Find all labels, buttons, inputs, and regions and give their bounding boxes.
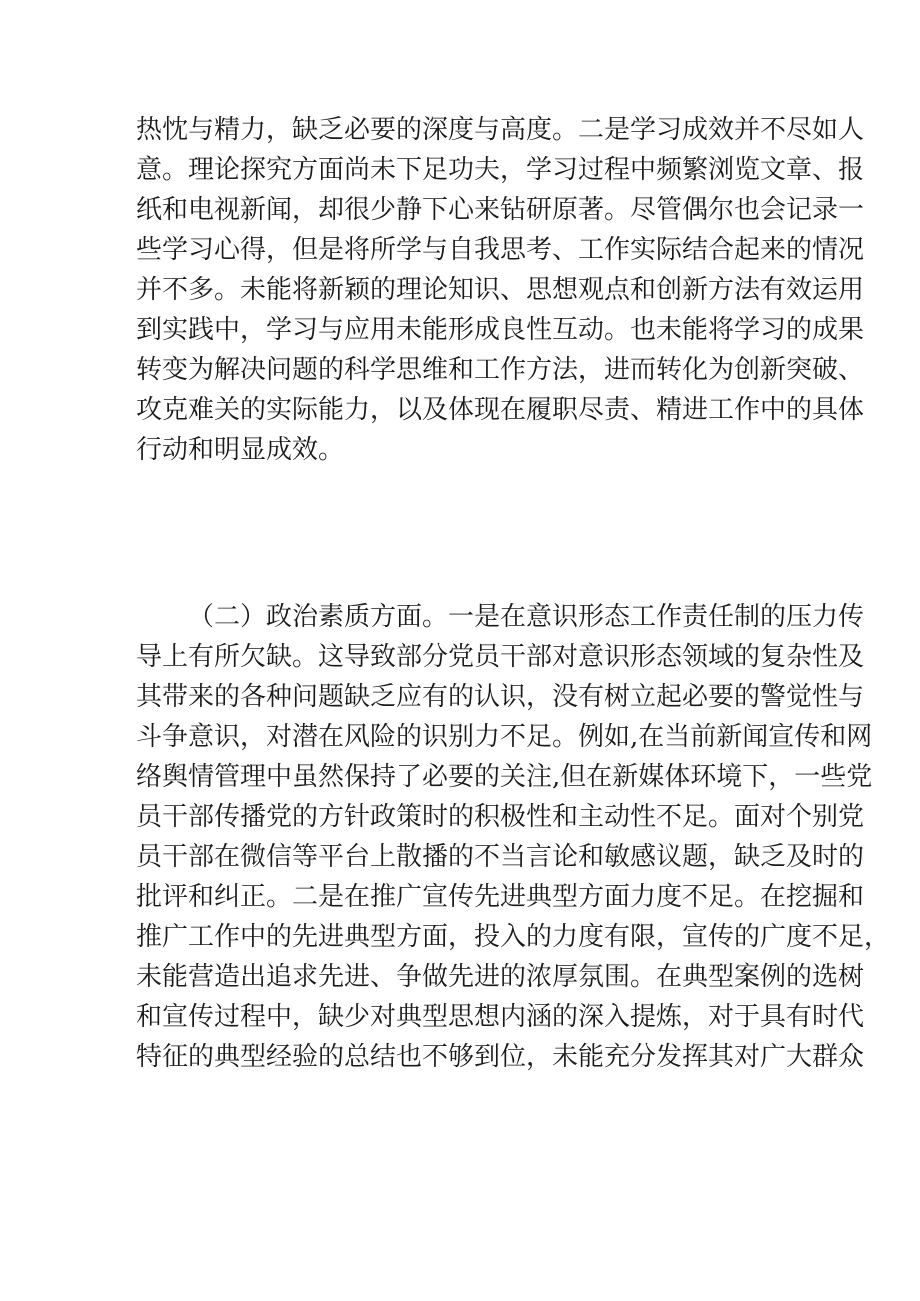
text-line: 并不多。未能将新颖的理论知识、思想观点和创新方法有效运用 — [136, 275, 865, 305]
text-line: 到实践中，学习与应用未能形成良性互动。也未能将学习的成果 — [136, 315, 865, 345]
text-line: 斗争意识，对潜在风险的识别力不足。例如,在当前新闻宣传和网 — [136, 722, 873, 752]
text-line: 络舆情管理中虽然保持了必要的关注,但在新媒体环境下，一些党 — [136, 762, 873, 792]
text-line: 转变为解决问题的科学思维和工作方法，进而转化为创新突破、 — [136, 355, 865, 385]
text-line: 批评和纠正。二是在推广宣传先进典型方面力度不足。在挖掘和 — [136, 882, 865, 912]
text-line: 员干部传播党的方针政策时的积极性和主动性不足。面对个别党 — [136, 802, 865, 832]
text-line: 意。理论探究方面尚未下足功夫，学习过程中频繁浏览文章、报 — [136, 155, 865, 185]
text-line: （二）政治素质方面。一是在意识形态工作责任制的压力传 — [188, 602, 865, 632]
text-line: 热忱与精力，缺乏必要的深度与高度。二是学习成效并不尽如人 — [136, 115, 865, 145]
text-line: 其带来的各种问题缺乏应有的认识，没有树立起必要的警觉性与 — [136, 682, 865, 712]
text-line: 和宣传过程中，缺少对典型思想内涵的深入提炼，对于具有时代 — [136, 1002, 865, 1032]
text-line: 攻克难关的实际能力，以及体现在履职尽责、精进工作中的具体 — [136, 395, 865, 425]
text-line: 员干部在微信等平台上散播的不当言论和敏感议题，缺乏及时的 — [136, 842, 865, 872]
text-line: 行动和明显成效。 — [136, 435, 345, 465]
paragraph-study-effectiveness — [136, 110, 865, 470]
paragraph-political-quality — [136, 597, 891, 1077]
text-line: 特征的典型经验的总结也不够到位，未能充分发挥其对广大群众 — [136, 1042, 865, 1072]
text-line: 纸和电视新闻，却很少静下心来钻研原著。尽管偶尔也会记录一 — [136, 195, 865, 225]
text-line: 推广工作中的先进典型方面，投入的力度有限，宣传的广度不足， — [136, 922, 891, 952]
text-line: 导上有所欠缺。这导致部分党员干部对意识形态领域的复杂性及 — [136, 642, 865, 672]
text-line: 些学习心得，但是将所学与自我思考、工作实际结合起来的情况 — [136, 235, 865, 265]
text-line: 未能营造出追求先进、争做先进的浓厚氛围。在典型案例的选树 — [136, 962, 865, 992]
